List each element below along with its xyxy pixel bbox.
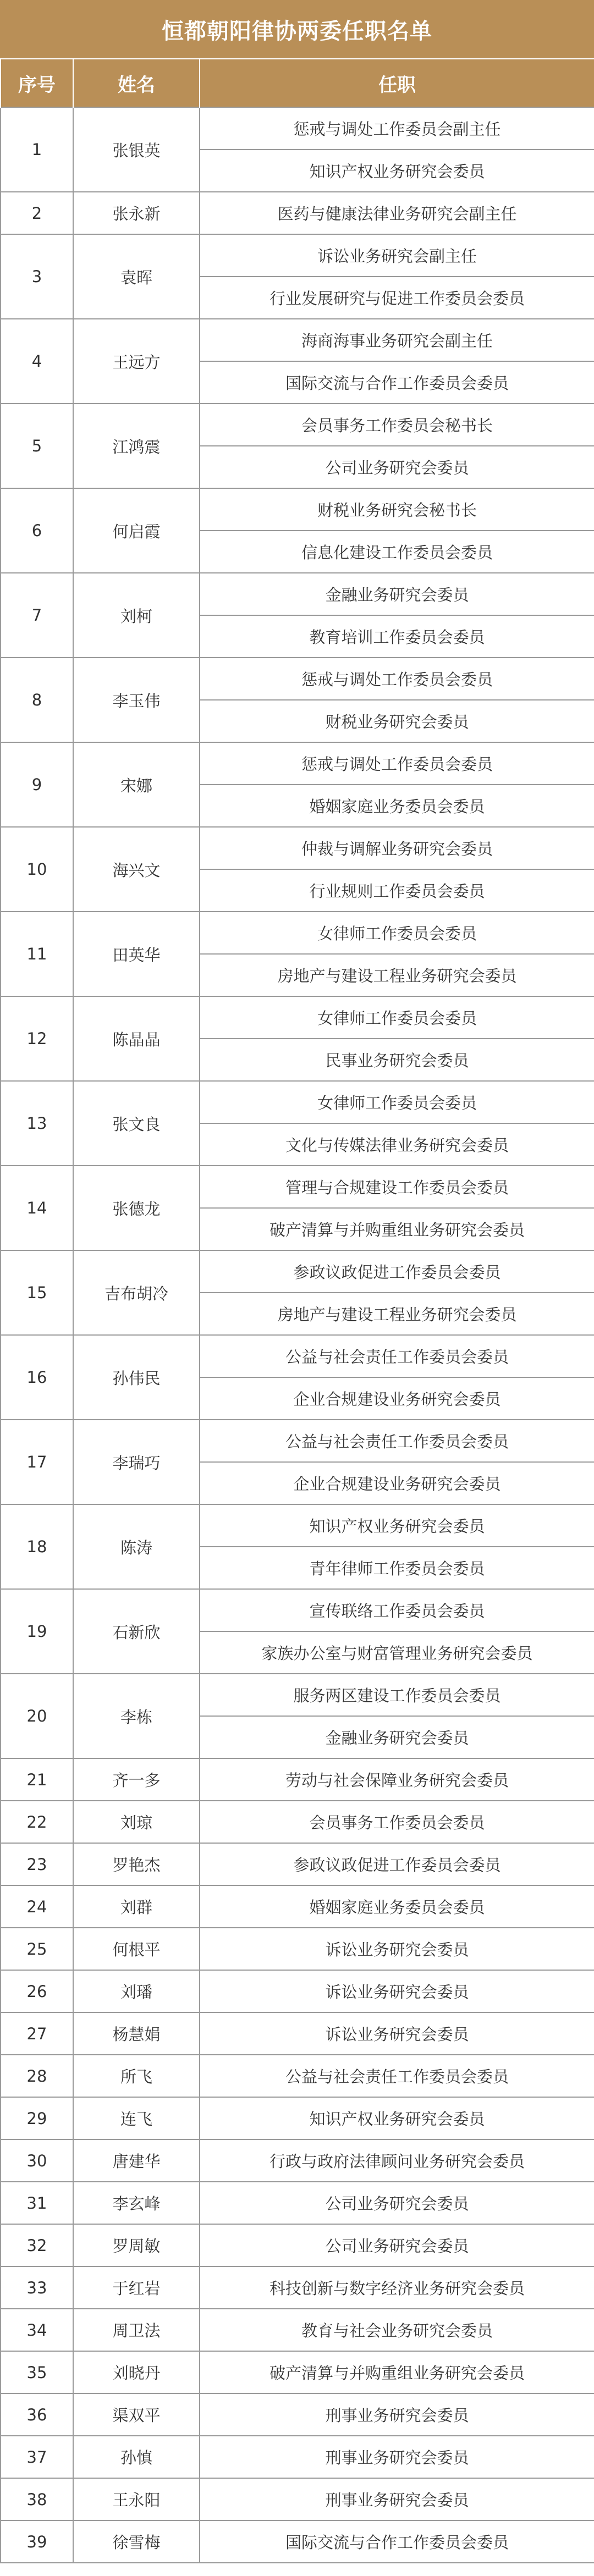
- cell-no: 20: [1, 1674, 73, 1758]
- cell-position: 会员事务工作委员会委员: [200, 1801, 594, 1843]
- cell-name: 陈晶晶: [73, 996, 200, 1081]
- table-row: [1, 2520, 594, 2563]
- cell-name: 袁晖: [73, 234, 200, 319]
- cell-position: 金融业务研究会委员: [200, 1716, 594, 1758]
- cell-no: 5: [1, 404, 73, 488]
- cell-position: 医药与健康法律业务研究会副主任: [200, 192, 594, 234]
- table-row: [1, 1928, 594, 1970]
- table-row: [1, 742, 594, 785]
- cell-name: 张银英: [73, 107, 200, 192]
- cell-name: 李瑞巧: [73, 1420, 200, 1504]
- cell-no: 14: [1, 1166, 73, 1250]
- cell-no: 32: [1, 2224, 73, 2266]
- table-row: [1, 1589, 594, 1631]
- cell-name: 张德龙: [73, 1166, 200, 1250]
- cell-position: 公司业务研究会委员: [200, 2182, 594, 2224]
- cell-no: 15: [1, 1250, 73, 1335]
- table-row: [1, 1504, 594, 1547]
- cell-position: 知识产权业务研究会委员: [200, 1504, 594, 1547]
- table-row: [1, 107, 594, 150]
- cell-name: 刘琼: [73, 1801, 200, 1843]
- cell-no: 39: [1, 2520, 73, 2563]
- cell-position: 行业规则工作委员会委员: [200, 869, 594, 912]
- cell-name: 何根平: [73, 1928, 200, 1970]
- cell-no: 1: [1, 107, 73, 192]
- cell-position: 青年律师工作委员会委员: [200, 1547, 594, 1589]
- cell-position: 惩戒与调处工作委员会副主任: [200, 107, 594, 150]
- table-row: [1, 2393, 594, 2436]
- cell-name: 罗周敏: [73, 2224, 200, 2266]
- cell-position: 刑事业务研究会委员: [200, 2436, 594, 2478]
- cell-no: 29: [1, 2097, 73, 2139]
- cell-no: 28: [1, 2055, 73, 2097]
- cell-position: 惩戒与调处工作委员会委员: [200, 658, 594, 700]
- cell-position: 诉讼业务研究会委员: [200, 2012, 594, 2055]
- cell-position: 公司业务研究会委员: [200, 2224, 594, 2266]
- cell-name: 刘璠: [73, 1970, 200, 2012]
- cell-position: 参政议政促进工作委员会委员: [200, 1250, 594, 1293]
- cell-no: 27: [1, 2012, 73, 2055]
- table-row: [1, 1885, 594, 1928]
- cell-position: 女律师工作委员会委员: [200, 1081, 594, 1123]
- table-row: [1, 2182, 594, 2224]
- cell-no: 30: [1, 2139, 73, 2182]
- cell-position: 公益与社会责任工作委员会委员: [200, 2055, 594, 2097]
- cell-no: 13: [1, 1081, 73, 1166]
- table-row: [1, 2351, 594, 2393]
- cell-name: 宋娜: [73, 742, 200, 827]
- table-row: [1, 1250, 594, 1293]
- cell-no: 8: [1, 658, 73, 742]
- cell-position: 会员事务工作委员会秘书长: [200, 404, 594, 446]
- cell-name: 王永阳: [73, 2478, 200, 2520]
- table-row: [1, 996, 594, 1039]
- cell-position: 文化与传媒法律业务研究会委员: [200, 1123, 594, 1166]
- cell-position: 国际交流与合作工作委员会委员: [200, 2520, 594, 2563]
- cell-position: 破产清算与并购重组业务研究会委员: [200, 1208, 594, 1250]
- table-row: [1, 1801, 594, 1843]
- cell-position: 企业合规建设业务研究会委员: [200, 1462, 594, 1504]
- table-row: [1, 1674, 594, 1716]
- table-row: [1, 1758, 594, 1801]
- cell-no: 16: [1, 1335, 73, 1420]
- cell-name: 刘柯: [73, 573, 200, 658]
- cell-position: 知识产权业务研究会委员: [200, 150, 594, 192]
- cell-name: 石新欣: [73, 1589, 200, 1674]
- cell-position: 知识产权业务研究会委员: [200, 2097, 594, 2139]
- cell-name: 所飞: [73, 2055, 200, 2097]
- cell-no: 37: [1, 2436, 73, 2478]
- cell-no: 23: [1, 1843, 73, 1885]
- cell-name: 唐建华: [73, 2139, 200, 2182]
- cell-position: 科技创新与数字经济业务研究会委员: [200, 2266, 594, 2309]
- cell-position: 诉讼业务研究会委员: [200, 1928, 594, 1970]
- cell-position: 刑事业务研究会委员: [200, 2478, 594, 2520]
- cell-name: 李栋: [73, 1674, 200, 1758]
- cell-no: 34: [1, 2309, 73, 2351]
- table-row: [1, 1420, 594, 1462]
- cell-name: 张永新: [73, 192, 200, 234]
- cell-position: 企业合规建设业务研究会委员: [200, 1377, 594, 1420]
- cell-no: 21: [1, 1758, 73, 1801]
- table-row: [1, 319, 594, 361]
- header-no: 序号: [1, 59, 73, 107]
- cell-name: 杨慧娟: [73, 2012, 200, 2055]
- table-row: [1, 912, 594, 954]
- cell-name: 齐一多: [73, 1758, 200, 1801]
- table-header-row: [1, 59, 594, 107]
- cell-position: 房地产与建设工程业务研究会委员: [200, 954, 594, 996]
- table-row: [1, 192, 594, 234]
- cell-no: 12: [1, 996, 73, 1081]
- table-row: [1, 2266, 594, 2309]
- cell-name: 海兴文: [73, 827, 200, 912]
- cell-no: 9: [1, 742, 73, 827]
- cell-position: 破产清算与并购重组业务研究会委员: [200, 2351, 594, 2393]
- cell-position: 财税业务研究会秘书长: [200, 488, 594, 531]
- cell-position: 公司业务研究会委员: [200, 446, 594, 488]
- table-row: [1, 2309, 594, 2351]
- table-row: [1, 573, 594, 615]
- cell-name: 于红岩: [73, 2266, 200, 2309]
- cell-no: 26: [1, 1970, 73, 2012]
- cell-no: 11: [1, 912, 73, 996]
- cell-position: 女律师工作委员会委员: [200, 996, 594, 1039]
- cell-no: 38: [1, 2478, 73, 2520]
- cell-position: 服务两区建设工作委员会委员: [200, 1674, 594, 1716]
- table-row: [1, 2478, 594, 2520]
- cell-position: 国际交流与合作工作委员会委员: [200, 361, 594, 404]
- cell-no: 25: [1, 1928, 73, 1970]
- cell-no: 36: [1, 2393, 73, 2436]
- table-row: [1, 827, 594, 869]
- page-title: 恒都朝阳律协两委任职名单: [0, 0, 594, 59]
- cell-position: 行政与政府法律顾问业务研究会委员: [200, 2139, 594, 2182]
- cell-position: 女律师工作委员会委员: [200, 912, 594, 954]
- table-row: [1, 1081, 594, 1123]
- cell-no: 31: [1, 2182, 73, 2224]
- cell-position: 民事业务研究会委员: [200, 1039, 594, 1081]
- cell-name: 陈涛: [73, 1504, 200, 1589]
- cell-position: 公益与社会责任工作委员会委员: [200, 1335, 594, 1377]
- header-name: 姓名: [73, 59, 200, 107]
- cell-position: 行业发展研究与促进工作委员会委员: [200, 277, 594, 319]
- cell-position: 惩戒与调处工作委员会委员: [200, 742, 594, 785]
- cell-position: 金融业务研究会委员: [200, 573, 594, 615]
- cell-no: 18: [1, 1504, 73, 1589]
- cell-position: 教育培训工作委员会委员: [200, 615, 594, 658]
- cell-name: 周卫法: [73, 2309, 200, 2351]
- cell-name: 何启霞: [73, 488, 200, 573]
- cell-position: 信息化建设工作委员会委员: [200, 531, 594, 573]
- cell-no: 7: [1, 573, 73, 658]
- cell-position: 仲裁与调解业务研究会委员: [200, 827, 594, 869]
- cell-position: 参政议政促进工作委员会委员: [200, 1843, 594, 1885]
- cell-name: 刘群: [73, 1885, 200, 1928]
- table-row: [1, 1843, 594, 1885]
- cell-name: 李玄峰: [73, 2182, 200, 2224]
- table-row: [1, 658, 594, 700]
- cell-name: 吉布胡冷: [73, 1250, 200, 1335]
- cell-position: 劳动与社会保障业务研究会委员: [200, 1758, 594, 1801]
- cell-position: 管理与合规建设工作委员会委员: [200, 1166, 594, 1208]
- cell-no: 3: [1, 234, 73, 319]
- cell-name: 王远方: [73, 319, 200, 404]
- cell-position: 诉讼业务研究会委员: [200, 1970, 594, 2012]
- cell-position: 婚姻家庭业务委员会委员: [200, 1885, 594, 1928]
- cell-name: 田英华: [73, 912, 200, 996]
- table-row: [1, 2097, 594, 2139]
- cell-no: 17: [1, 1420, 73, 1504]
- cell-name: 罗艳杰: [73, 1843, 200, 1885]
- table-row: [1, 404, 594, 446]
- cell-position: 海商海事业务研究会副主任: [200, 319, 594, 361]
- table-row: [1, 2012, 594, 2055]
- cell-no: 33: [1, 2266, 73, 2309]
- header-positions: 任职: [200, 59, 594, 107]
- cell-name: 连飞: [73, 2097, 200, 2139]
- table-row: [1, 1970, 594, 2012]
- cell-position: 家族办公室与财富管理业务研究会委员: [200, 1631, 594, 1674]
- table-body: [1, 107, 594, 2563]
- cell-name: 江鸿震: [73, 404, 200, 488]
- cell-name: 孙伟民: [73, 1335, 200, 1420]
- table-row: [1, 234, 594, 277]
- cell-no: 24: [1, 1885, 73, 1928]
- cell-no: 35: [1, 2351, 73, 2393]
- table-row: [1, 2224, 594, 2266]
- cell-no: 22: [1, 1801, 73, 1843]
- cell-no: 4: [1, 319, 73, 404]
- cell-name: 渠双平: [73, 2393, 200, 2436]
- cell-name: 李玉伟: [73, 658, 200, 742]
- table-row: [1, 2055, 594, 2097]
- cell-name: 张文良: [73, 1081, 200, 1166]
- cell-name: 刘晓丹: [73, 2351, 200, 2393]
- cell-position: 教育与社会业务研究会委员: [200, 2309, 594, 2351]
- cell-name: 孙慎: [73, 2436, 200, 2478]
- cell-position: 财税业务研究会委员: [200, 700, 594, 742]
- table-row: [1, 2436, 594, 2478]
- cell-position: 宣传联络工作委员会委员: [200, 1589, 594, 1631]
- cell-position: 诉讼业务研究会副主任: [200, 234, 594, 277]
- cell-no: 2: [1, 192, 73, 234]
- cell-no: 6: [1, 488, 73, 573]
- table-row: [1, 1335, 594, 1377]
- table-row: [1, 488, 594, 531]
- cell-position: 房地产与建设工程业务研究会委员: [200, 1293, 594, 1335]
- table-row: [1, 2139, 594, 2182]
- cell-position: 婚姻家庭业务委员会委员: [200, 785, 594, 827]
- cell-position: 刑事业务研究会委员: [200, 2393, 594, 2436]
- cell-no: 10: [1, 827, 73, 912]
- roster-table: [0, 59, 594, 2563]
- cell-position: 公益与社会责任工作委员会委员: [200, 1420, 594, 1462]
- cell-name: 徐雪梅: [73, 2520, 200, 2563]
- cell-no: 19: [1, 1589, 73, 1674]
- table-row: [1, 1166, 594, 1208]
